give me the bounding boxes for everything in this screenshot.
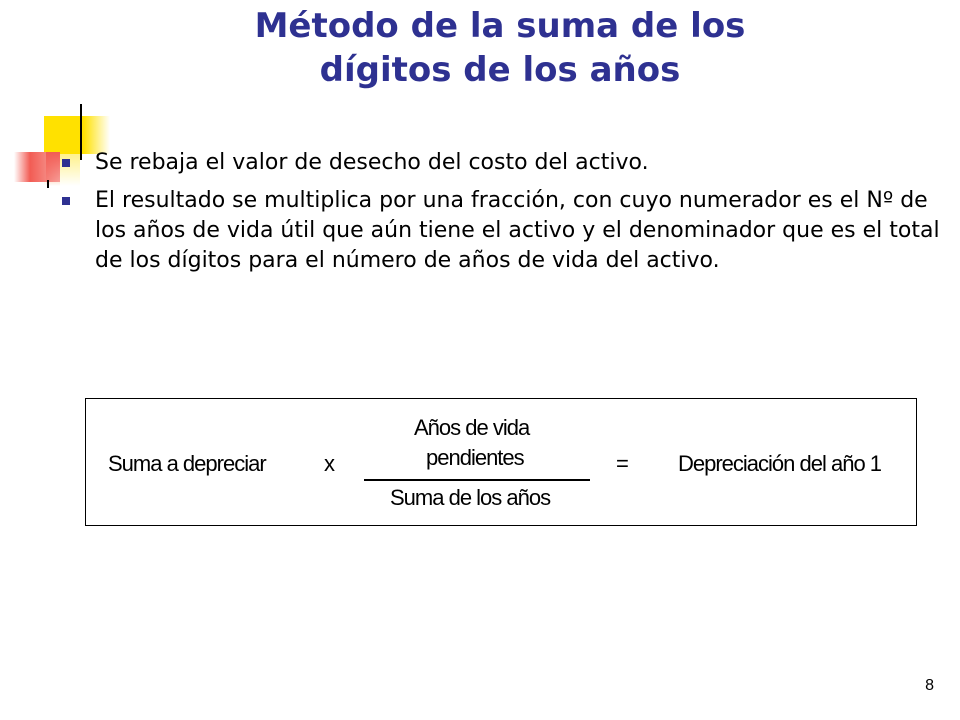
formula-left-term: Suma a depreciar	[108, 451, 266, 476]
formula-equals-operator: =	[616, 451, 628, 476]
formula-box	[85, 398, 917, 526]
formula-denominator: Suma de los años	[390, 485, 551, 510]
page-number: 8	[925, 677, 934, 694]
formula-numerator-line-2: pendientes	[426, 445, 524, 470]
bullet-item	[58, 148, 953, 178]
formula-result: Depreciación del año 1	[678, 451, 882, 476]
slide-title-line-2: dígitos de los años	[319, 50, 681, 90]
square-bullet-icon	[62, 197, 70, 205]
slide-title	[120, 4, 880, 92]
formula-numerator-line-1: Años de vida	[414, 415, 530, 440]
formula-times-operator: x	[324, 451, 334, 476]
bullet-text: Se rebaja el valor de desecho del costo del activo.	[95, 150, 649, 175]
bullet-text: El resultado se multiplica por una fracción, con cuyo numerador es el Nº de los años de vida útil que aún tiene el activo y el denominador que es el total de los dígitos para el número de años de vida del activo.	[95, 188, 940, 273]
bullet-item	[58, 186, 953, 276]
slide-title-line-1: Método de la suma de los	[254, 6, 746, 46]
bullet-list	[58, 148, 953, 284]
square-bullet-icon	[62, 159, 70, 167]
fraction-bar	[364, 479, 590, 481]
